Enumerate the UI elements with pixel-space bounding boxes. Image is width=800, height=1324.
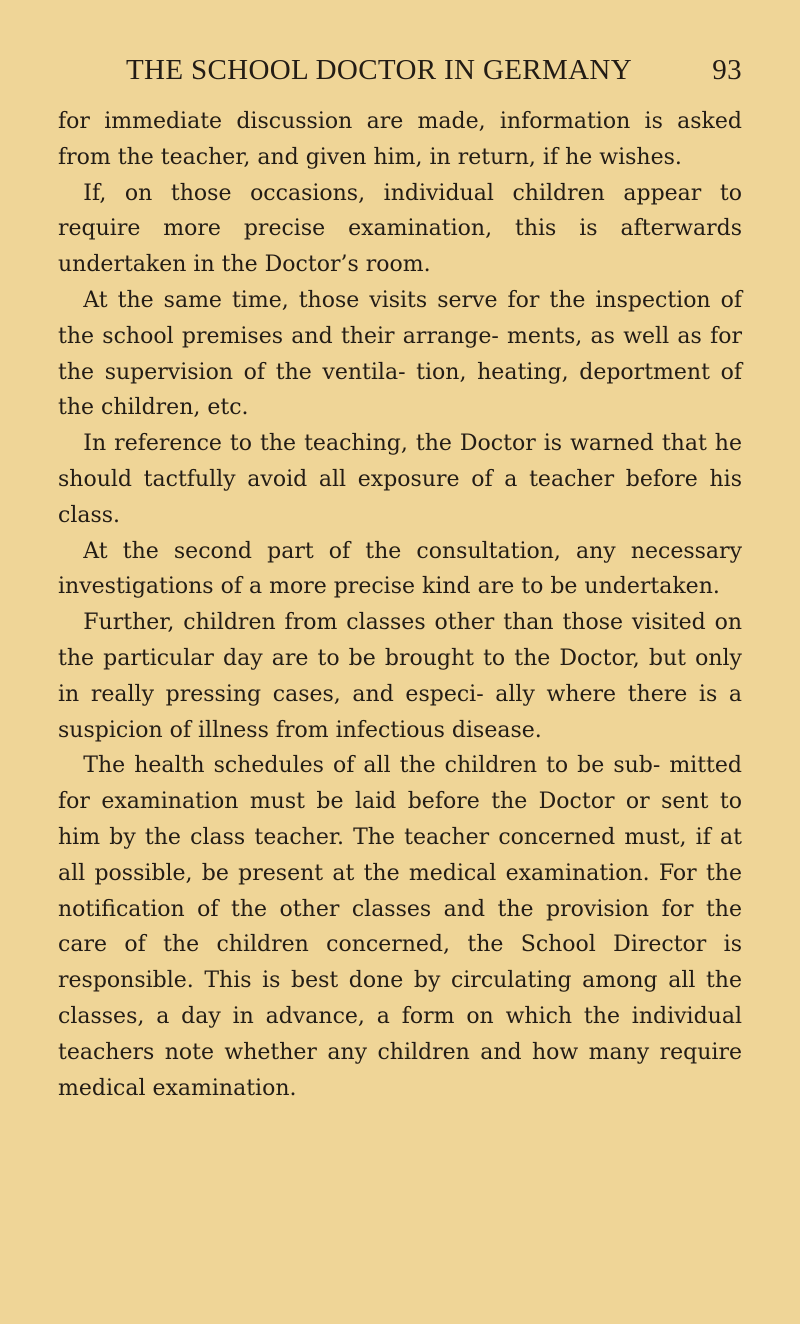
page-number: 93 <box>712 54 742 86</box>
paragraph-health-schedules: The health schedules of all the children to be sub- mitted for examination must be laid before the Doctor or sent to him by the class teacher. The teacher concerned must, if at all possible, be present at the medical examination. For the notification of the other classes and the provision for the care of the children concerned, the School Director is responsible. This is best done by circulating among all the classes, a day in advance, a form on which the individual teachers note whether any children and how many require medical examination. <box>58 753 742 1101</box>
paragraph-other-classes: Further, children from classes other than those visited on the particular day are to be brought to the Doctor, but only in really pressing cases, and especi- ally where there is a suspicion of illness from infectious disease. <box>58 610 742 743</box>
running-head <box>58 48 742 92</box>
paragraph-inspection: At the same time, those visits serve for the inspection of the school premises and their arrange- ments, as well as for the supervision of the ventila- tion, heating, deportment of the children, etc. <box>58 287 742 421</box>
paragraph-teaching: In reference to the teaching, the Doctor is warned that he should tactfully avoid all exposure of a teacher before his class. <box>58 431 742 528</box>
paragraph-examination: If, on those occasions, individual children appear to require more precise examination, this is afterwards undertaken in the Doctor’s room. <box>58 180 742 278</box>
running-title: THE SCHOOL DOCTOR IN GERMANY <box>125 54 633 86</box>
paragraph-continuation: for immediate discussion are made, information is asked from the teacher, and given him, in return, if he wishes. <box>58 109 742 170</box>
body-text <box>58 104 742 1106</box>
paragraph-consultation: At the second part of the consultation, any necessary investigations of a more precise kind are to be undertaken. <box>58 538 742 600</box>
